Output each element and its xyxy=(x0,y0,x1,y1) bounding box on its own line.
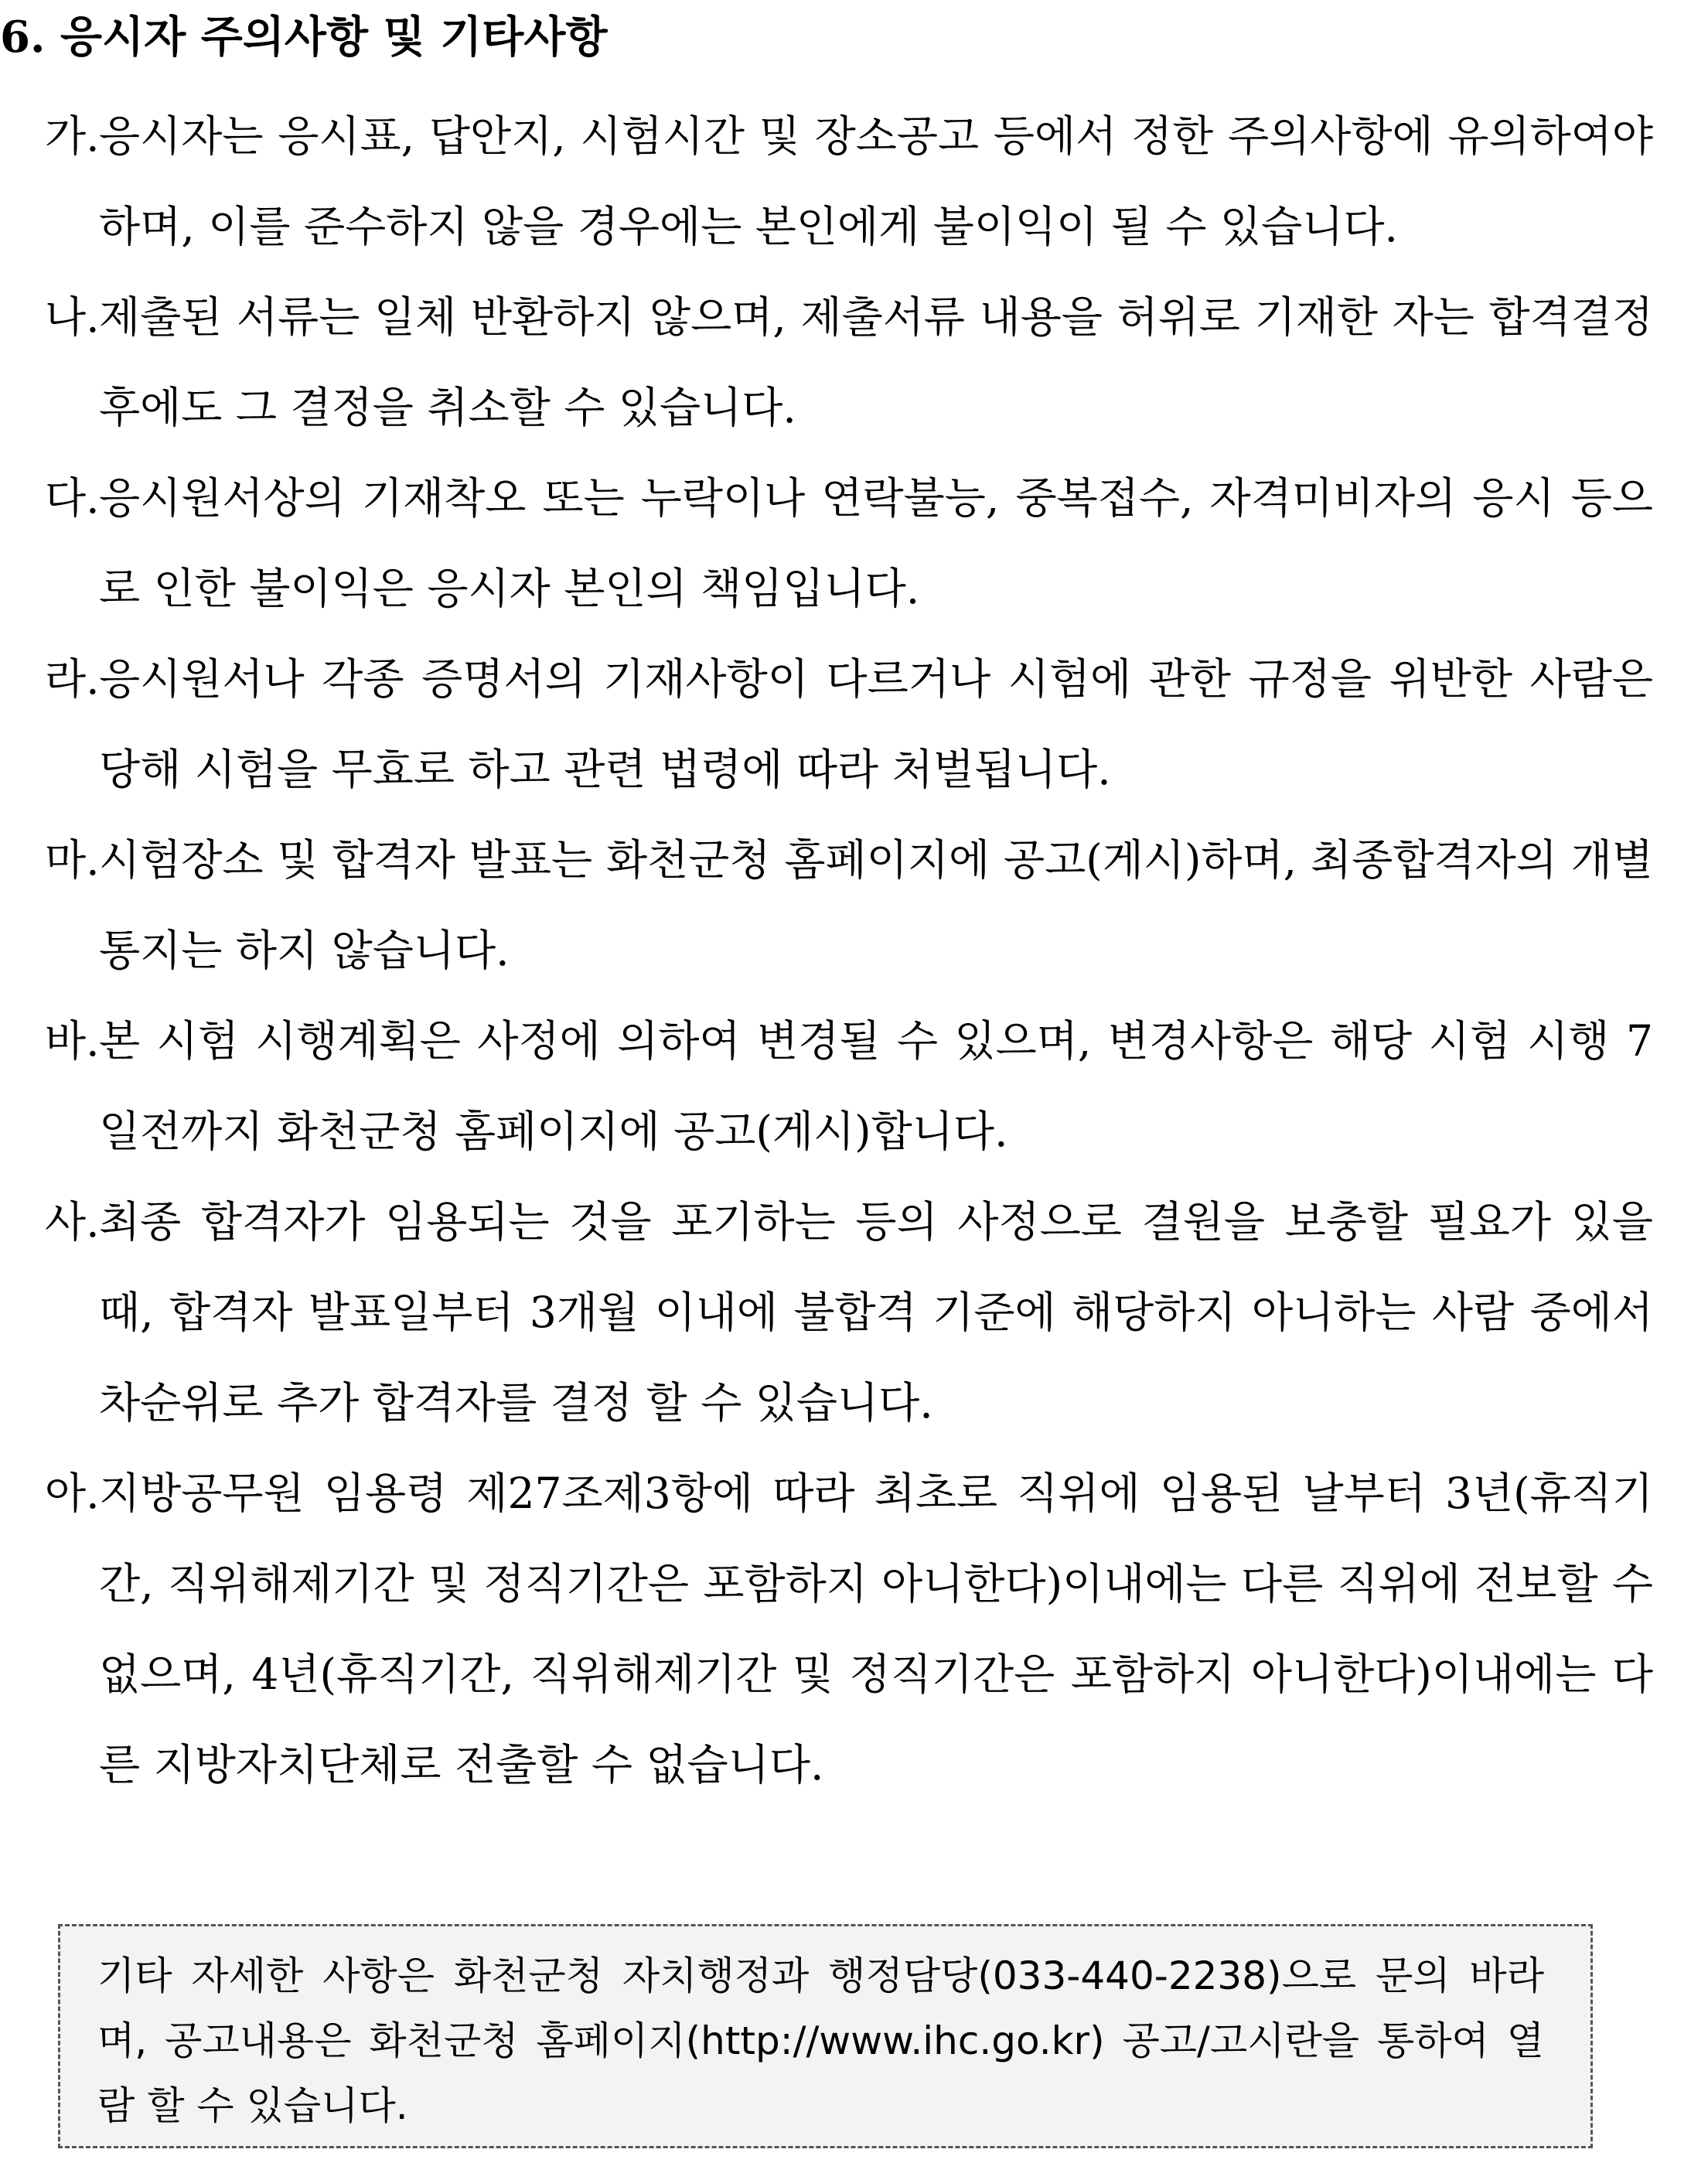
contact-notice-box xyxy=(58,1924,1593,2148)
item-marker: 바. xyxy=(45,1016,100,1066)
item-marker: 마. xyxy=(45,835,100,885)
list-item xyxy=(45,996,1653,1177)
list-item xyxy=(45,1448,1653,1810)
item-text: 제출된 서류는 일체 반환하지 않으며, 제출서류 내용을 허위로 기재한 자는 합격결정 후에도 그 결정을 취소할 수 있습니다. xyxy=(99,292,1654,432)
item-text: 응시원서상의 기재착오 또는 누락이나 연락불능, 중복접수, 자격미비자의 응시 등으로 인한 불이익은 응시자 본인의 책임입니다. xyxy=(99,473,1653,613)
item-text: 최종 합격자가 임용되는 것을 포기하는 등의 사정으로 결원을 보충할 필요가 있을 때, 합격자 발표일부터 3개월 이내에 불합격 기준에 해당하지 아니하는 사람 중에서 차순위로 추가 합격자를 결정 할 수 있습니다. xyxy=(99,1197,1653,1428)
item-marker: 아. xyxy=(45,1469,100,1518)
list-item xyxy=(45,91,1653,272)
item-text: 응시자는 응시표, 답안지, 시험시간 및 장소공고 등에서 정한 주의사항에 유의하여야 하며, 이를 준수하지 않을 경우에는 본인에게 불이익이 될 수 있습니다. xyxy=(99,111,1653,251)
item-marker: 라. xyxy=(45,654,100,704)
contact-notice-text: 기타 자세한 사항은 화천군청 자치행정과 행정담당(033-440-2238)으로 문의 바라며, 공고내용은 화천군청 홈페이지(http://www.ihc.go.kr) 공고/고시란을 통하여 열람 할 수 있습니다. xyxy=(97,1953,1544,2128)
list-item xyxy=(45,272,1653,453)
item-text: 본 시험 시행계획은 사정에 의하여 변경될 수 있으며, 변경사항은 해당 시험 시행 7일전까지 화천군청 홈페이지에 공고(게시)합니다. xyxy=(99,1016,1653,1156)
item-text: 지방공무원 임용령 제27조제3항에 따라 최초로 직위에 임용된 날부터 3년(휴직기간, 직위해제기간 및 정직기간은 포함하지 아니한다)이내에는 다른 직위에 전보할 수 없으며, 4년(휴직기간, 직위해제기간 및 정직기간은 포함하지 아니한다)이내에는 다른 지방자치단체로 전출할 수 없습니다. xyxy=(99,1469,1653,1789)
item-text: 응시원서나 각종 증명서의 기재사항이 다르거나 시험에 관한 규정을 위반한 사람은 당해 시험을 무효로 하고 관련 법령에 따라 처벌됩니다. xyxy=(99,654,1653,794)
item-marker: 사. xyxy=(45,1197,100,1247)
item-marker: 나. xyxy=(45,292,100,342)
item-marker: 다. xyxy=(45,473,100,523)
list-item xyxy=(45,815,1653,996)
list-item xyxy=(45,453,1653,634)
section-heading: 6. 응시자 주의사항 및 기타사항 xyxy=(0,12,608,63)
list-item xyxy=(45,1177,1653,1448)
notice-item-list xyxy=(45,91,1653,1810)
item-text: 시험장소 및 합격자 발표는 화천군청 홈페이지에 공고(게시)하며, 최종합격자의 개별 통지는 하지 않습니다. xyxy=(99,835,1653,975)
item-marker: 가. xyxy=(45,111,100,161)
list-item xyxy=(45,634,1653,815)
